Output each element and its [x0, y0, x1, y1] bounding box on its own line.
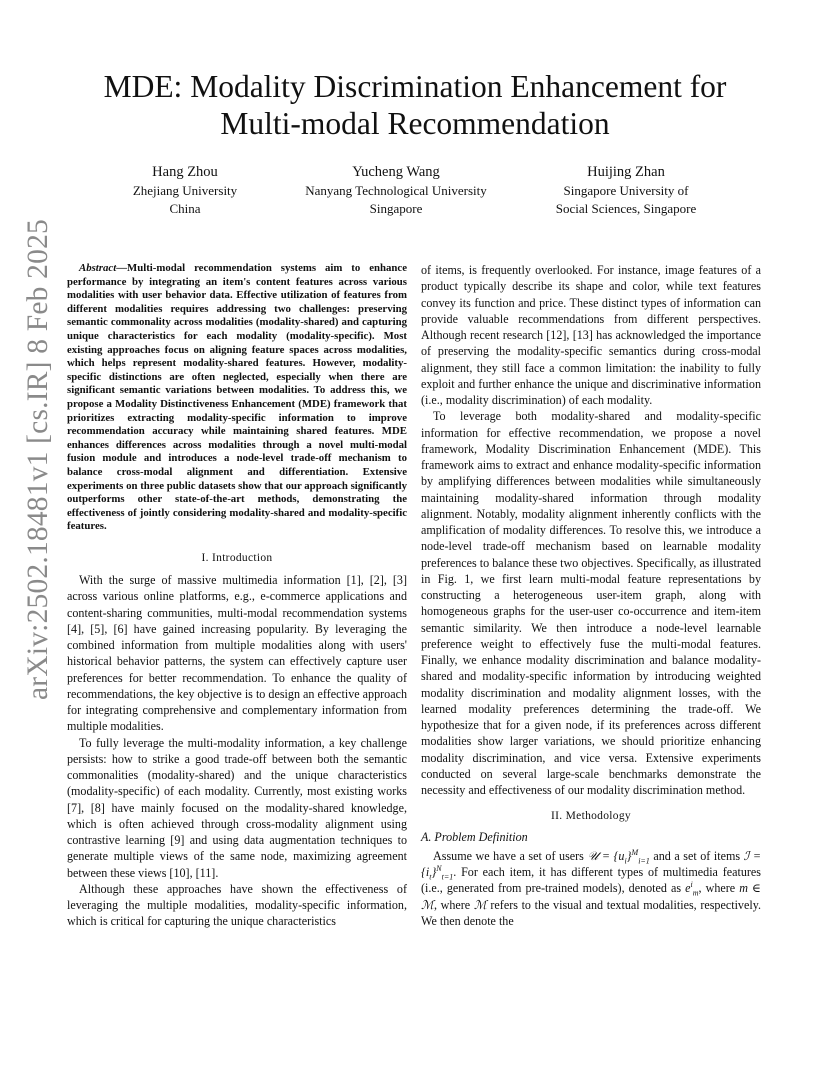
users-set-formula: 𝒰 = $\{u_i\}^M_{i=1}$	[587, 847, 650, 866]
intro-paragraph-5: To leverage both modality-shared and modality-specific information for effective recommendation, we propose a novel framework, Modality Discrimination Enhancement (MDE). This framework aims to extract and enhance modality-specific information by amplifying differences between modalities while simultaneously maintaining modality-shared information through modality alignment. Notably, modality alignment inherently conflicts with the amplification of modality differences. To resolve this, we introduce a node-level trade-off mechanism based on learnable modality preferences to balance these two objectives. Specifically, as illustrated in Fig. 1, we first learn multi-modal feature representations by constructing a heterogeneous user-item graph, along with homogeneous graphs for the user-user co-occurrence and item-item semantic similarity. We then introduce a node-level learnable preference weight to effectively fuse the multi-modal features. Finally, we enhance modality discrimination and balance modality-shared and modality-specific information by introducing weighted modality discrimination and modality alignment losses, with the learned modality preferences determining the trade-off. We hypothesize that for a given node, if its preferences across different modalities show larger variations, we should prioritize enhancing modality discrimination, and vice versa. Extensive experiments conducted on several large-scale benchmarks demonstrate the necessity and effectiveness of our modality discrimination method.	[421, 409, 761, 797]
intro-paragraph-3: Although these approaches have shown the effectiveness of leveraging the multiple modalities, modality-specific information, which is critical for capturing the unique characteristics	[67, 881, 407, 929]
author-affiliation: Zhejiang University	[132, 183, 238, 198]
intro-paragraph-2: To fully leverage the multi-modality information, a key challenge persists: how to strike a good trade-off between both the semantic commonalities (modality-shared) and the unique characteristics (modality-specific) of each modality. Currently, most existing works [7], [8] have mainly focused on the modality-shared knowledge, which is often achieved through cross-modality alignment using contrastive learning [9] and using data augmentation techniques to generate multiple views of the same node, maximizing agreement between these views [10], [11].	[67, 735, 407, 880]
feature-formula: $e^i_m$	[685, 880, 699, 898]
author-location: China	[169, 200, 201, 216]
abstract	[67, 262, 407, 534]
formula-text: e	[685, 881, 691, 896]
subsection-heading-problem-definition: A. Problem Definition	[421, 829, 528, 844]
author-name: Yucheng Wang	[352, 164, 440, 180]
text-span: and a set of items	[649, 848, 744, 863]
author-affiliation: Nanyang Technological University	[305, 183, 487, 198]
text-span: , where	[698, 881, 740, 896]
author-location: Singapore	[369, 200, 423, 216]
author-name: Hang Zhou	[152, 164, 218, 180]
author-name: Huijing Zhan	[587, 164, 665, 180]
author-affiliation: Singapore University of	[563, 183, 689, 198]
left-column	[67, 262, 407, 930]
formula-text: ℐ = {i	[421, 848, 761, 879]
methodology-paragraph-1	[421, 848, 761, 929]
paper-title: MDE: Modality Discrimination Enhancement for Multi-modal Recommendation	[103, 69, 727, 141]
text-span: . For each item, it has different types of multimedia features (i.e., generated from pre-trained models), denoted as	[421, 865, 761, 896]
abstract-text: —Multi-modal recommendation systems aim to enhance performance by integrating an item's content features across various modalities with user behavior data. Effective utilization of features from different modalities requires addressing two challenges: preserving semantic commonality across modalities (modality-shared) and capturing unique characteristics for each modality (modality-specific). Most existing approaches focus on aligning feature spaces across modalities, which helps represent modality-shared features. However, modality-specific distinctions are often neglected, especially when there are significant semantic variations between modalities. To address this, we propose a Modality Distinctiveness Enhancement (MDE) framework that prioritizes extracting modality-specific information to improve recommendation accuracy while maintaining shared features. MDE enhances differences across modalities through a novel multi-modal fusion module and introduces a node-level trade-off mechanism to balance cross-modal alignment and differentiation. Extensive experiments on three public datasets show that our approach significantly outperforms other state-of-the-art methods, demonstrating the effectiveness of jointly considering modality-shared and modality-specific features.	[67, 262, 407, 533]
author-2	[295, 162, 497, 217]
intro-paragraph-1: With the surge of massive multimedia information [1], [2], [3] across various online platforms, e.g., e-commerce applications and content-sharing communities, multi-modal recommendation systems [4], [5], [6] have gained increasing popularity. By leveraging the combined information from multiple modalities along with users' historical behavior patterns, the system can effectively capture user preferences for better recommendation. To enhance the quality of recommendations, the key objective is to design an effective approach for integrating comprehensive and complementary information from multiple modalities.	[67, 573, 407, 734]
text-span: Assume we have a set of users	[433, 848, 588, 863]
modality-set-symbol: ℳ	[473, 897, 487, 912]
section-heading-methodology: II. Methodology	[551, 810, 631, 823]
intro-paragraph-4: of items, is frequently overlooked. For instance, image features of a product typically describe its shape and color, while text features convey its function and price. These distinct types of information can provide valuable recommendations from different perspectives. Although recent research [12], [13] has acknowledged the importance of preserving the modality-specific semantics during cross-modal alignment, they still face a common limitation: the inability to fully exploit and further enhance the unique and discriminative information (i.e., modality discrimination) of each modality.	[421, 263, 761, 407]
author-1	[110, 162, 260, 217]
arxiv-identifier-stamp: arXiv:2502.18481v1 [cs.IR] 8 Feb 2025	[22, 219, 54, 700]
text-span: , where	[433, 897, 474, 912]
items-set-formula: ℐ = $\{i_t\}^N_{t=1}$	[421, 848, 761, 882]
modality-formula: m ∈ ℳ	[421, 881, 761, 912]
section-heading-introduction: I. Introduction	[201, 551, 273, 564]
formula-text: 𝒰 = {u	[587, 848, 625, 863]
author-3	[540, 162, 712, 217]
right-column	[421, 262, 761, 929]
abstract-lead: Abstract	[79, 262, 117, 274]
text-span: refers to the visual and textual modalities, respectively. We then denote the	[421, 897, 761, 928]
author-location: Social Sciences, Singapore	[555, 200, 697, 216]
